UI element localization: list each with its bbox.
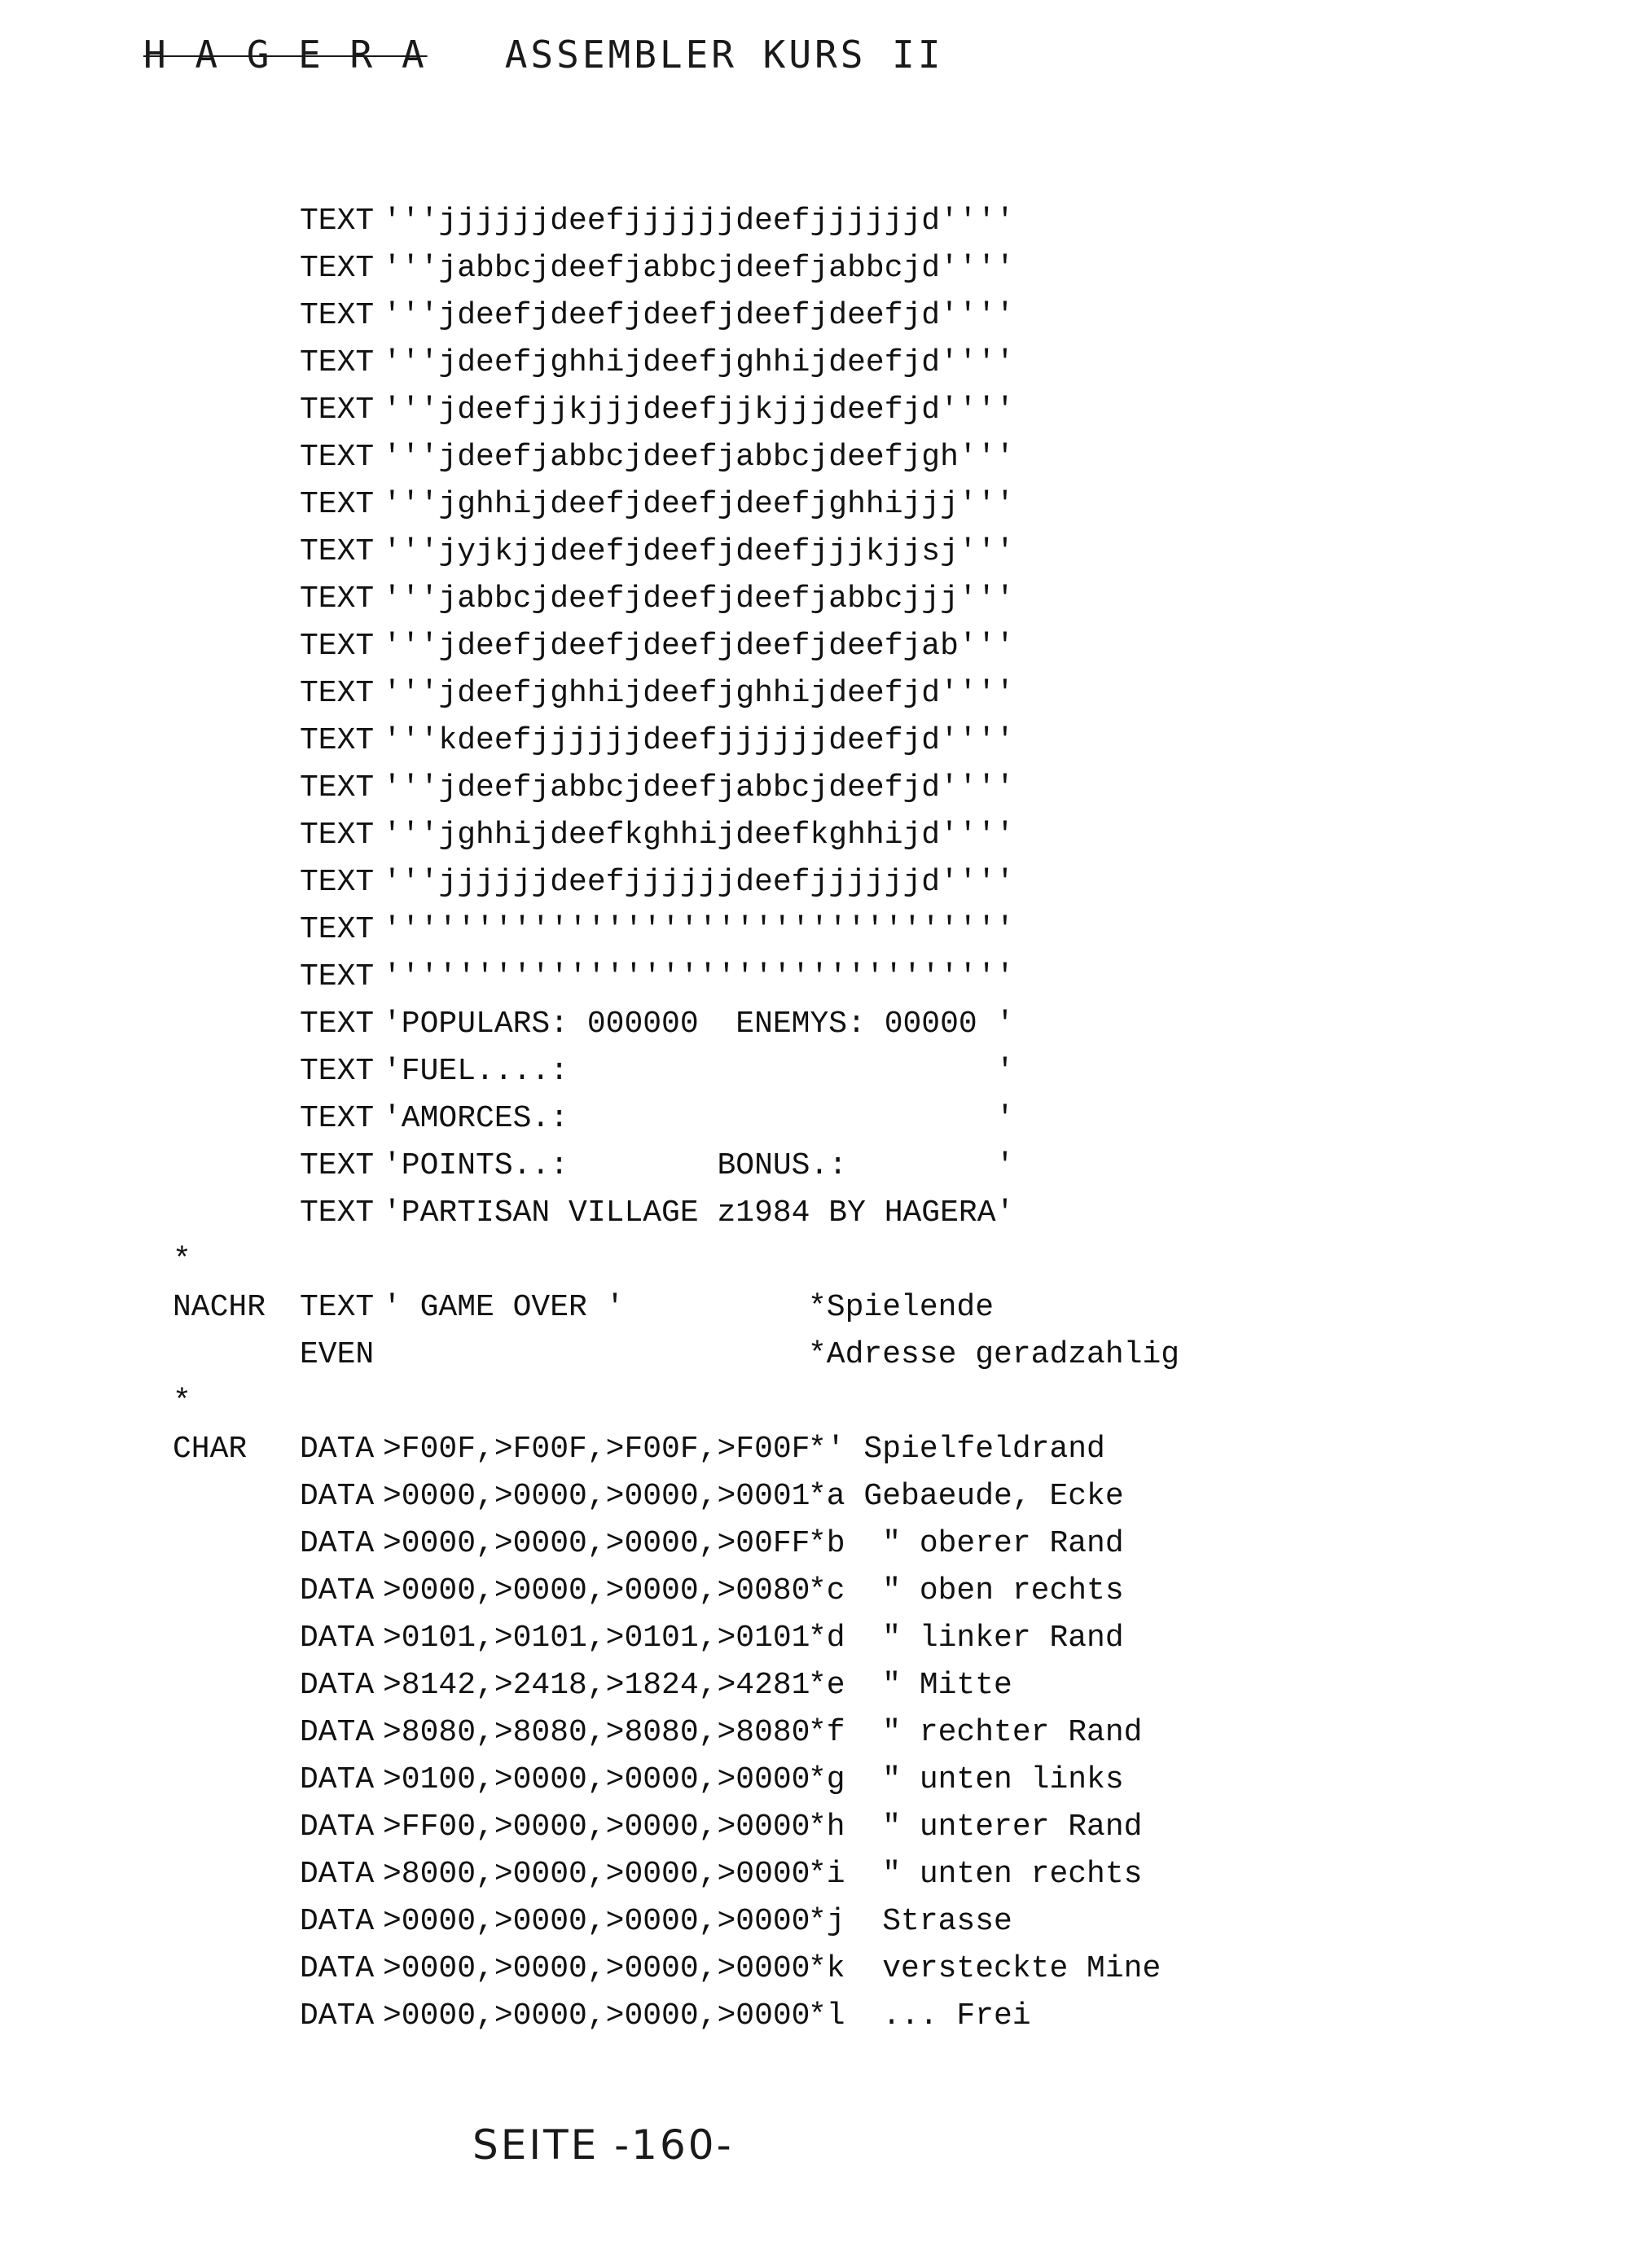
code-line (0, 434, 1548, 481)
code-opcode: TEXT (300, 1007, 375, 1042)
code-operand: '''kdeefjjjjjjdeefjjjjjjdeefjd'''' (383, 723, 1015, 758)
code-opcode: EVEN (300, 1337, 375, 1372)
code-opcode: TEXT (300, 440, 375, 475)
code-line (0, 198, 1548, 245)
code-opcode: DATA (300, 1479, 375, 1514)
code-opcode: DATA (300, 1621, 375, 1656)
code-operand: '''jdeefjdeefjdeefjdeefjdeefjab''' (383, 629, 1015, 664)
code-comment: *k versteckte Mine (808, 1951, 1161, 1986)
code-line (0, 623, 1548, 670)
code-line (0, 1473, 1548, 1520)
code-line (0, 1804, 1548, 1851)
code-line (0, 387, 1548, 434)
code-opcode: TEXT (300, 345, 375, 380)
code-line (0, 292, 1548, 340)
code-line (0, 529, 1548, 576)
code-operand: >8000,>0000,>0000,>0000 (383, 1857, 810, 1892)
code-opcode: TEXT (300, 770, 375, 805)
code-operand: ' GAME OVER ' (383, 1290, 625, 1325)
header-brand: H A G E R A (143, 33, 428, 77)
code-operand: '''jabbcjdeefjdeefjdeefjabbcjjj''' (383, 581, 1015, 616)
code-line (0, 1426, 1548, 1473)
code-line (0, 906, 1548, 954)
code-line (0, 1520, 1548, 1568)
code-line (0, 1568, 1548, 1615)
code-opcode: TEXT (300, 251, 375, 286)
code-operand: >0100,>0000,>0000,>0000 (383, 1762, 810, 1797)
code-line (0, 340, 1548, 387)
code-operand: 'POPULARS: 000000 ENEMYS: 00000 ' (383, 1007, 1015, 1042)
code-operand: '''jabbcjdeefjabbcjdeefjabbcjd'''' (383, 251, 1015, 286)
code-comment: *Spielende (808, 1290, 995, 1325)
code-opcode: DATA (300, 1904, 375, 1939)
code-line (0, 859, 1548, 906)
code-opcode: TEXT (300, 298, 375, 333)
code-operand: >0000,>0000,>0000,>0080 (383, 1573, 810, 1608)
code-opcode: TEXT (300, 818, 375, 853)
code-opcode: DATA (300, 1951, 375, 1986)
code-operand: '''jdeefjabbcjdeefjabbcjdeefjgh''' (383, 440, 1015, 475)
code-operand: 'AMORCES.: ' (383, 1101, 1015, 1136)
code-label: * (173, 1384, 191, 1419)
code-line (0, 670, 1548, 717)
code-opcode: TEXT (300, 1054, 375, 1089)
code-operand: >0101,>0101,>0101,>0101 (383, 1621, 810, 1656)
code-line (0, 1757, 1548, 1804)
code-opcode: TEXT (300, 676, 375, 711)
code-line (0, 1379, 1548, 1426)
code-comment: *b " oberer Rand (808, 1526, 1124, 1561)
code-line (0, 1331, 1548, 1379)
code-line (0, 765, 1548, 812)
code-line (0, 1237, 1548, 1284)
code-comment: *h " unterer Rand (808, 1810, 1143, 1845)
code-opcode: TEXT (300, 912, 375, 947)
code-operand: '''jyjkjjdeefjdeefjdeefjjjkjjsj''' (383, 534, 1015, 569)
code-line (0, 481, 1548, 529)
code-line (0, 1709, 1548, 1757)
code-operand: '''jghhijdeefjdeefjdeefjghhijjj''' (383, 487, 1015, 522)
code-operand: >F00F,>F00F,>F00F,>F00F (383, 1432, 810, 1467)
code-opcode: TEXT (300, 629, 375, 664)
code-comment: *j Strasse (808, 1904, 1012, 1939)
code-comment: *g " unten links (808, 1762, 1124, 1797)
code-line (0, 1851, 1548, 1898)
code-opcode: TEXT (300, 959, 375, 994)
code-line (0, 1095, 1548, 1143)
code-operand: '''''''''''''''''''''''''''''''''' (383, 912, 1015, 947)
code-comment: *l ... Frei (808, 1998, 1031, 2033)
code-line (0, 1190, 1548, 1237)
code-comment: *Adresse geradzahlig (808, 1337, 1180, 1372)
code-opcode: DATA (300, 1762, 375, 1797)
code-comment: *f " rechter Rand (808, 1715, 1143, 1750)
code-line (0, 1048, 1548, 1095)
code-operand: '''''''''''''''''''''''''''''''''' (383, 959, 1015, 994)
code-operand: '''jdeefjghhijdeefjghhijdeefjd'''' (383, 345, 1015, 380)
code-line (0, 1993, 1548, 2040)
code-operand: '''jjjjjjdeefjjjjjjdeefjjjjjjd'''' (383, 865, 1015, 900)
code-operand: '''jghhijdeefkghhijdeefkghhijd'''' (383, 818, 1015, 853)
code-operand: 'PARTISAN VILLAGE z1984 BY HAGERA' (383, 1195, 1015, 1231)
code-opcode: DATA (300, 1668, 375, 1703)
code-label: * (173, 1243, 191, 1278)
code-opcode: DATA (300, 1432, 375, 1467)
code-line (0, 717, 1548, 765)
page-number: SEITE -160- (472, 2121, 734, 2169)
code-opcode: TEXT (300, 865, 375, 900)
header-title: ASSEMBLER KURS II (504, 33, 944, 77)
code-operand: >8142,>2418,>1824,>4281 (383, 1668, 810, 1703)
code-opcode: DATA (300, 1715, 375, 1750)
code-line (0, 1143, 1548, 1190)
code-label: NACHR (173, 1290, 266, 1325)
code-opcode: DATA (300, 1998, 375, 2033)
code-comment: *e " Mitte (808, 1668, 1012, 1703)
code-opcode: TEXT (300, 1290, 375, 1325)
code-comment: *' Spielfeldrand (808, 1432, 1105, 1467)
code-opcode: DATA (300, 1810, 375, 1845)
code-label: CHAR (173, 1432, 248, 1467)
code-opcode: TEXT (300, 534, 375, 569)
code-line (0, 576, 1548, 623)
code-opcode: DATA (300, 1526, 375, 1561)
code-operand: >8080,>8080,>8080,>8080 (383, 1715, 810, 1750)
code-operand: '''jdeefjdeefjdeefjdeefjdeefjd'''' (383, 298, 1015, 333)
code-operand: >0000,>0000,>0000,>0000 (383, 1951, 810, 1986)
code-operand: >0000,>0000,>0000,>00FF (383, 1526, 810, 1561)
code-operand: 'FUEL....: ' (383, 1054, 1015, 1089)
code-operand: '''jdeefjabbcjdeefjabbcjdeefjd'''' (383, 770, 1015, 805)
code-operand: '''jdeefjghhijdeefjghhijdeefjd'''' (383, 676, 1015, 711)
code-line (0, 954, 1548, 1001)
code-opcode: DATA (300, 1573, 375, 1608)
code-line (0, 1615, 1548, 1662)
code-operand: '''jdeefjjkjjjdeefjjkjjjdeefjd'''' (383, 393, 1015, 428)
code-operand: >0000,>0000,>0000,>0000 (383, 1904, 810, 1939)
code-operand: >FF00,>0000,>0000,>0000 (383, 1810, 810, 1845)
code-line (0, 1001, 1548, 1048)
code-opcode: TEXT (300, 393, 375, 428)
code-operand: '''jjjjjjdeefjjjjjjdeefjjjjjjd'''' (383, 204, 1015, 239)
code-line (0, 1284, 1548, 1331)
code-line (0, 1898, 1548, 1946)
code-opcode: TEXT (300, 1101, 375, 1136)
code-line (0, 245, 1548, 292)
code-operand: 'POINTS..: BONUS.: ' (383, 1148, 1015, 1183)
code-opcode: TEXT (300, 1195, 375, 1231)
code-line (0, 1946, 1548, 1993)
code-comment: *i " unten rechts (808, 1857, 1143, 1892)
code-comment: *d " linker Rand (808, 1621, 1124, 1656)
code-line (0, 812, 1548, 859)
code-line (0, 1662, 1548, 1709)
code-opcode: TEXT (300, 581, 375, 616)
code-opcode: TEXT (300, 723, 375, 758)
code-comment: *c " oben rechts (808, 1573, 1124, 1608)
code-opcode: TEXT (300, 487, 375, 522)
code-opcode: TEXT (300, 1148, 375, 1183)
code-operand: >0000,>0000,>0000,>0000 (383, 1998, 810, 2033)
code-opcode: TEXT (300, 204, 375, 239)
code-comment: *a Gebaeude, Ecke (808, 1479, 1124, 1514)
code-opcode: DATA (300, 1857, 375, 1892)
page-header (143, 33, 944, 77)
code-operand: >0000,>0000,>0000,>0001 (383, 1479, 810, 1514)
